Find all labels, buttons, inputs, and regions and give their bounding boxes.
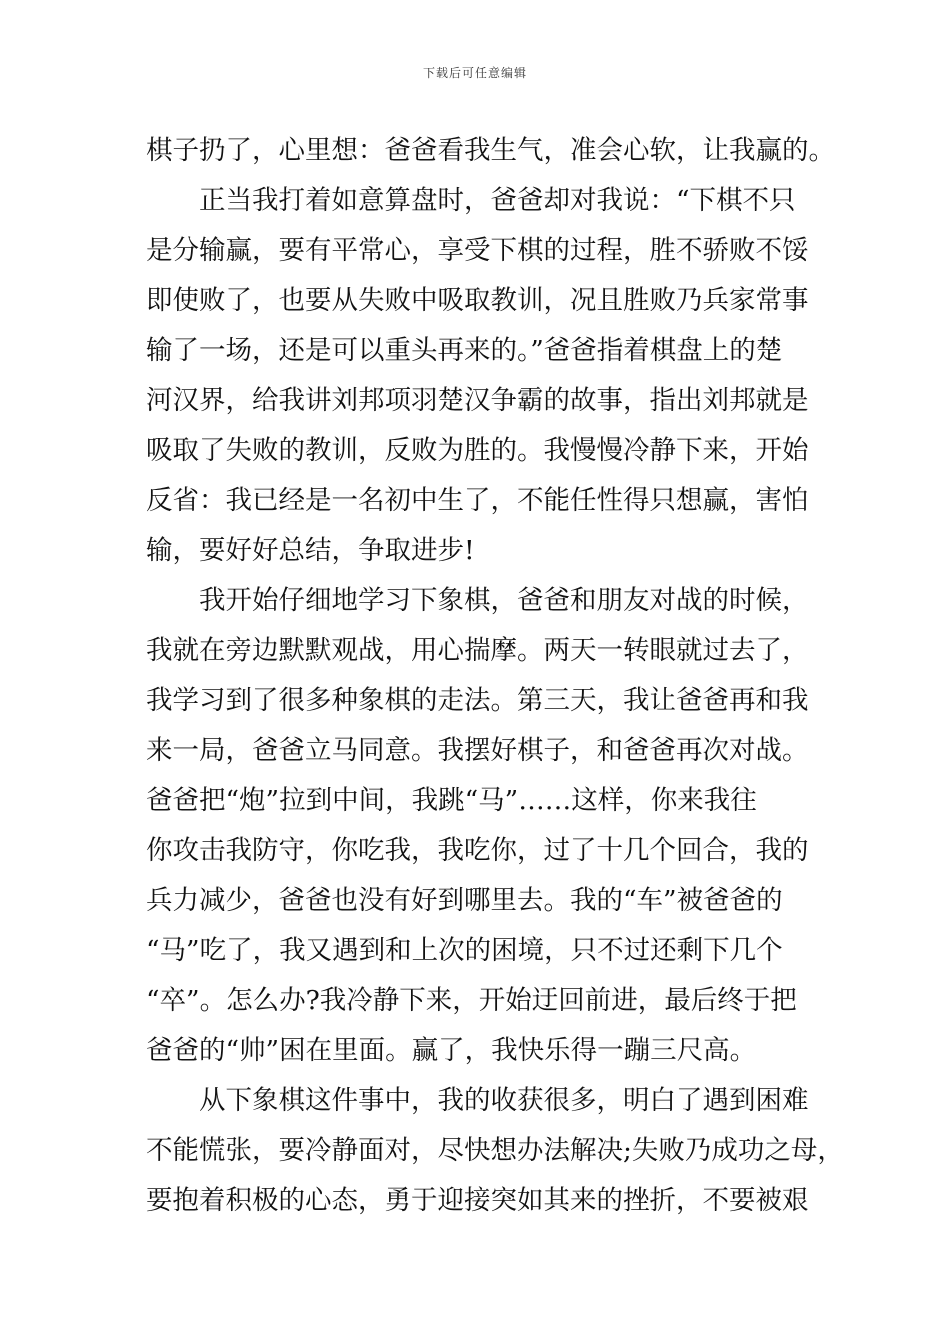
text-line: 正当我打着如意算盘时，爸爸却对我说：“下棋不只 xyxy=(199,185,796,216)
text-line: 吸取了失败的教训，反败为胜的。我慢慢冷静下来，开始 xyxy=(146,435,809,466)
text-line: 河汉界，给我讲刘邦项羽楚汉争霸的故事，指出刘邦就是 xyxy=(146,385,809,416)
text-line: 我就在旁边默默观战，用心揣摩。两天一转眼就过去了， xyxy=(146,635,809,666)
text-line: 来一局，爸爸立马同意。我摆好棋子，和爸爸再次对战。 xyxy=(146,735,809,766)
text-line: 从下象棋这件事中，我的收获很多，明白了遇到困难 xyxy=(199,1085,809,1116)
text-line: 兵力减少，爸爸也没有好到哪里去。我的“车”被爸爸的 xyxy=(146,885,783,916)
text-line: 输了一场，还是可以重头再来的。”爸爸指着棋盘上的楚 xyxy=(146,335,783,366)
text-line: 反省：我已经是一名初中生了，不能任性得只想赢，害怕 xyxy=(146,485,809,516)
essay-body xyxy=(146,126,844,1226)
text-line: 爸爸的“帅”困在里面。赢了，我快乐得一蹦三尺高。 xyxy=(146,1035,757,1066)
text-line: 我开始仔细地学习下象棋，爸爸和朋友对战的时候， xyxy=(199,585,809,616)
text-line: 是分输赢，要有平常心，享受下棋的过程，胜不骄败不馁 xyxy=(146,235,809,266)
text-line: “卒”。怎么办?我冷静下来，开始迂回前进，最后终于把 xyxy=(146,985,797,1016)
text-line: 即使败了，也要从失败中吸取教训，况且胜败乃兵家常事 xyxy=(146,285,809,316)
page-header: 下载后可任意编辑 xyxy=(422,66,527,80)
text-line: 爸爸把“炮”拉到中间，我跳“马”……这样，你来我往 xyxy=(146,785,757,816)
text-line: “马”吃了，我又遇到和上次的困境，只不过还剩下几个 xyxy=(146,935,783,966)
text-line: 不能慌张，要冷静面对，尽快想办法解决;失败乃成功之母， xyxy=(146,1135,844,1166)
text-line: 棋子扔了，心里想：爸爸看我生气，准会心软，让我赢的。 xyxy=(146,135,835,166)
text-line: 要抱着积极的心态，勇于迎接突如其来的挫折，不要被艰 xyxy=(146,1185,809,1216)
text-line: 输，要好好总结，争取进步! xyxy=(146,535,475,566)
text-line: 我学习到了很多种象棋的走法。第三天，我让爸爸再和我 xyxy=(146,685,809,716)
text-line: 你攻击我防守，你吃我，我吃你，过了十几个回合，我的 xyxy=(146,835,809,866)
